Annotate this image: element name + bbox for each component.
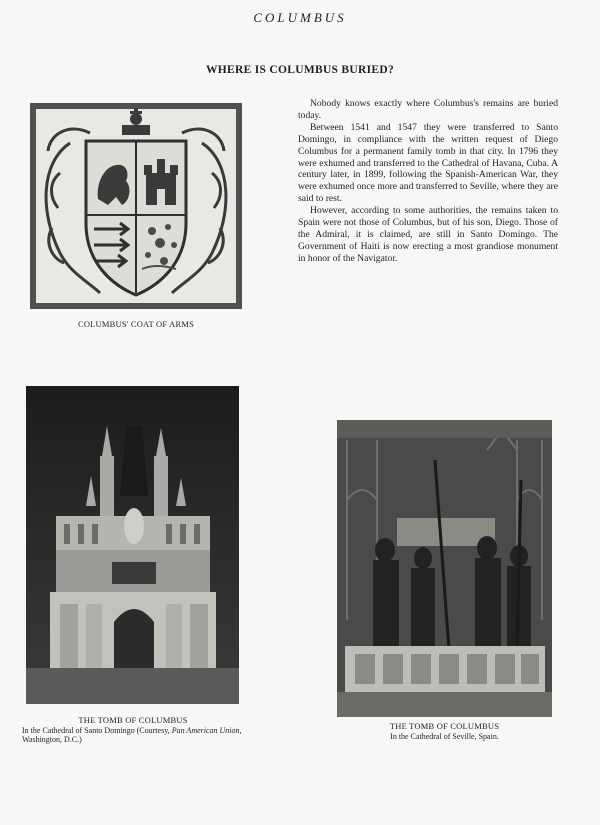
coat-of-arms-caption: COLUMBUS' COAT OF ARMS [77,319,195,329]
seville-caption-title: THE TOMB OF COLUMBUS [389,721,500,731]
coat-of-arms-image [30,103,242,309]
paragraph-3: However, according to some authorities, the remains taken to Spain were not those of Columbus, but of his son, Diego. Those of the Admiral, it is claimed, are still in Santo Domingo. The Government of Haiti is now erecting a most grandiose monument in honor of the Navigator. [298,205,558,264]
paragraph-1: Nobody knows exactly where Columbus's remains are buried today. [298,98,558,121]
caption-start: In the Cathedral of Santo Domingo (Courtesy, [22,725,172,735]
seville-caption [337,722,552,741]
santo-domingo-caption [22,716,244,745]
paragraph-2: Between 1541 and 1547 they were transferred to Santo Domingo, in compliance with the written request of Diego Columbus for a permanent family tomb in that city. In 1796 they were exhumed and transferred to the Cathedral of Havana, Cuba. A century later, in 1899, following the Spanish-American War, they were exhumed once more and transferred to Seville, where they are said to rest. [298,121,558,205]
caption-courtesy: Pan American Union [171,725,240,735]
seville-tomb-photo [337,420,552,717]
article-body [298,98,558,265]
santo-domingo-caption-title: THE TOMB OF COLUMBUS [78,715,188,725]
running-head: COLUMBUS [253,10,347,25]
caption-end: , Washington, D.C.) [22,725,242,744]
article-title: WHERE IS COLUMBUS BURIED? [205,64,395,76]
santo-domingo-caption-text [22,726,244,745]
seville-caption-text: In the Cathedral of Seville, Spain. [390,731,499,741]
santo-domingo-tomb-photo [26,386,239,704]
